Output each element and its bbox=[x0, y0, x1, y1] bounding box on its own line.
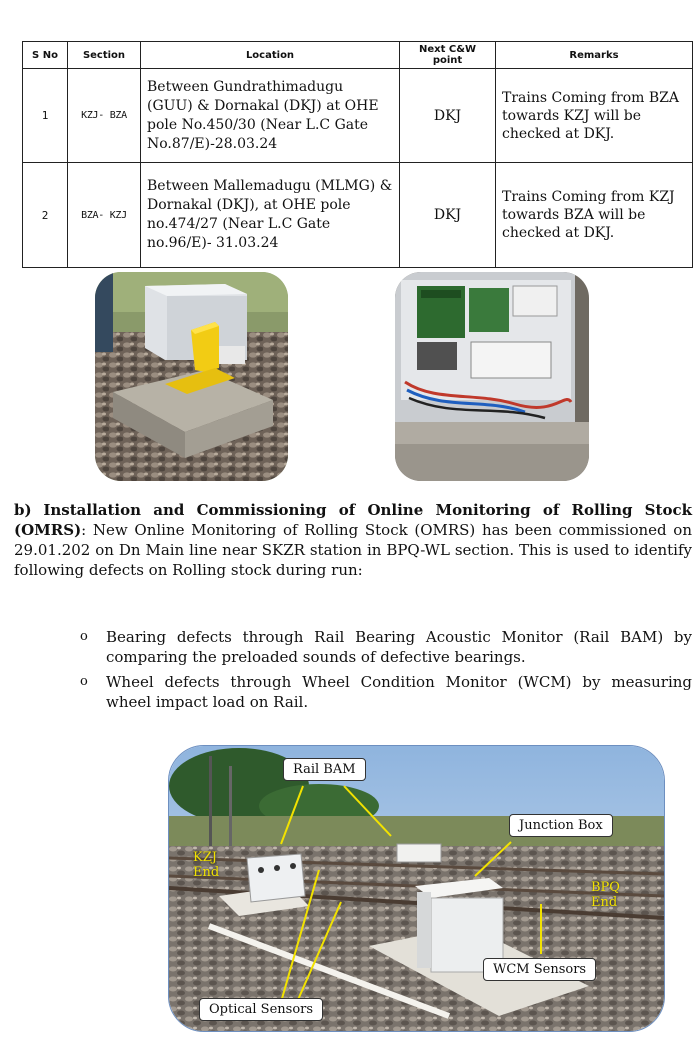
header-next-point: Next C&W point bbox=[400, 42, 496, 69]
defect-list bbox=[80, 627, 692, 717]
list-item-text: Bearing defects through Rail Bearing Acoustic Monitor (Rail BAM) by comparing the preloaded sounds of defective bearings. bbox=[106, 628, 692, 666]
cell-location: Between Mallemadugu (MLMG) & Dornakal (DKJ), at OHE pole no.474/27 (Near L.C Gate no.96/E)- 31.03.24 bbox=[141, 163, 400, 268]
bullet-marker: o bbox=[80, 629, 88, 644]
cell-sno: 1 bbox=[23, 69, 68, 163]
list-item bbox=[80, 627, 692, 667]
section-b-heading: Installation and Commissioning of Online Monitoring of Rolling Stock (OMRS) bbox=[14, 501, 692, 539]
header-remarks: Remarks bbox=[496, 42, 693, 69]
section-b-label: b) bbox=[14, 501, 32, 519]
cell-remarks: Trains Coming from KZJ towards BZA will be checked at DKJ. bbox=[496, 163, 693, 268]
label-rail-bam: Rail BAM bbox=[283, 758, 366, 781]
photo-cabinet-interior bbox=[395, 272, 589, 481]
section-b-body: : New Online Monitoring of Rolling Stock (OMRS) has been commissioned on 29.01.202 on Dn Main line near SKZR station in BPQ-WL section. This is used to identify following defects on Rolling stock during run: bbox=[14, 521, 692, 579]
section-b-paragraph bbox=[14, 500, 692, 580]
label-bpq-end: BPQ End bbox=[591, 880, 620, 910]
cell-remarks: Trains Coming from BZA towards KZJ will be checked at DKJ. bbox=[496, 69, 693, 163]
cell-section: KZJ- BZA bbox=[68, 69, 141, 163]
label-junction-box: Junction Box bbox=[509, 814, 613, 837]
table-row bbox=[23, 69, 693, 163]
label-kzj-end: KZJ End bbox=[193, 850, 220, 880]
cell-location: Between Gundrathimadugu (GUU) & Dornakal (DKJ) at OHE pole No.450/30 (Near L.C Gate No.87/E)-28.03.24 bbox=[141, 69, 400, 163]
header-location: Location bbox=[141, 42, 400, 69]
cell-next-point: DKJ bbox=[400, 69, 496, 163]
cell-section: BZA- KZJ bbox=[68, 163, 141, 268]
header-sno: S No bbox=[23, 42, 68, 69]
checkpoint-table bbox=[22, 41, 693, 268]
photo-omrs-site bbox=[168, 745, 665, 1032]
cell-next-point: DKJ bbox=[400, 163, 496, 268]
label-wcm-sensors: WCM Sensors bbox=[483, 958, 596, 981]
omrs-site-illustration bbox=[169, 746, 664, 1031]
label-optical-sensors: Optical Sensors bbox=[199, 998, 323, 1021]
header-section: Section bbox=[68, 42, 141, 69]
list-item bbox=[80, 672, 692, 712]
cell-sno: 2 bbox=[23, 163, 68, 268]
photo-sensor-mount bbox=[95, 272, 288, 481]
cabinet-interior-illustration bbox=[395, 272, 589, 481]
table-row bbox=[23, 163, 693, 268]
list-item-text: Wheel defects through Wheel Condition Monitor (WCM) by measuring wheel impact load on Rail. bbox=[106, 673, 692, 711]
bullet-marker: o bbox=[80, 674, 88, 689]
table-header-row bbox=[23, 42, 693, 69]
sensor-mount-illustration bbox=[95, 272, 288, 481]
